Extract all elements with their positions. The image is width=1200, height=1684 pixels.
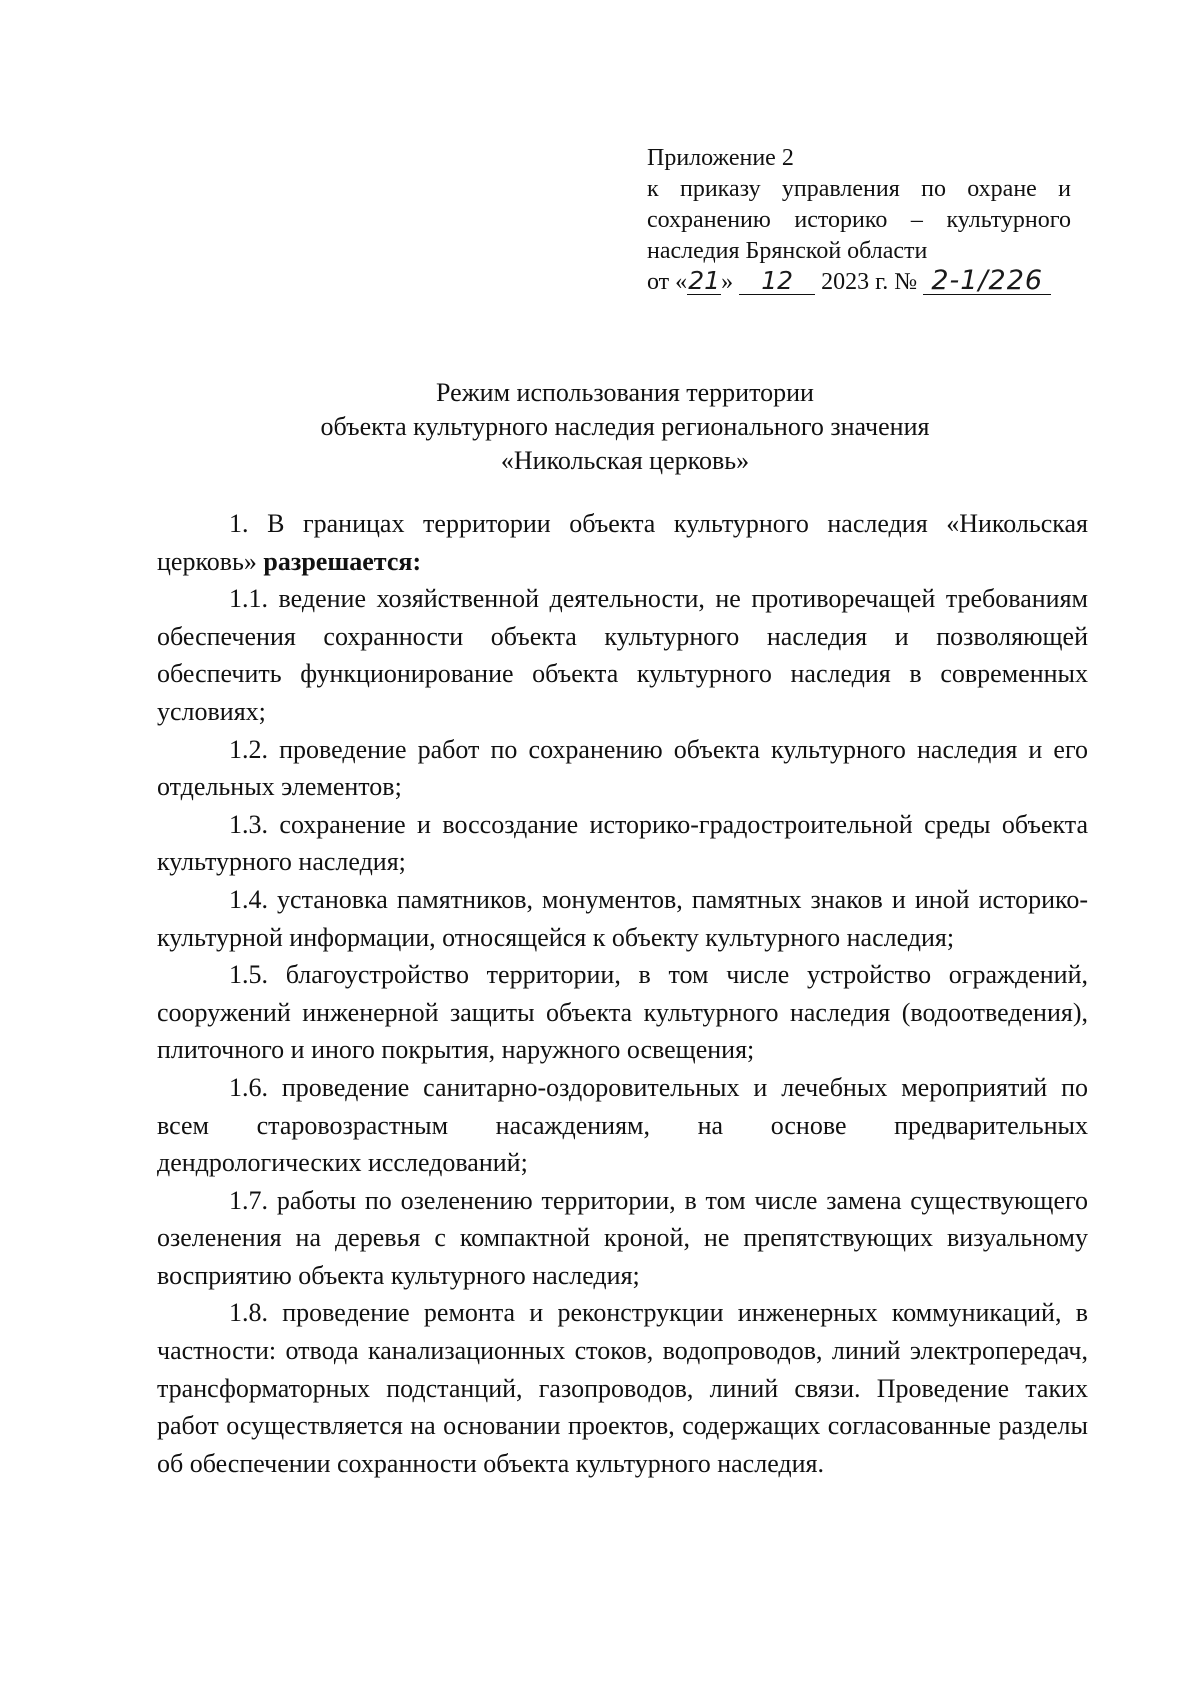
appendix-block [647, 143, 1071, 298]
appendix-title: Приложение 2 [647, 145, 794, 171]
list-item: 1.2. проведение работ по сохранению объекта культурного наследия и его отдельных элементов; [157, 734, 1088, 802]
list-item: 1.6. проведение санитарно-оздоровительных и лечебных мероприятий по всем старовозрастным насаждениям, на основе предварительных дендрологических исследований; [157, 1072, 1088, 1178]
list-item: 1.7. работы по озеленению территории, в том числе замена существующего озеленения на деревья с компактной кроной, не препятствующих визуальному восприятию объекта культурного наследия; [157, 1185, 1088, 1290]
list-item: 1.8. проведение ремонта и реконструкции инженерных коммуникаций, в частности: отвода канализационных стоков, водопроводов, линий электропередач, трансформаторных подстанций, газопроводов, линий связи. Проведение таких работ осуществляется на основании проектов, содержащих согласованные разделы об обеспечении сохранности объекта культурного наследия. [157, 1298, 1088, 1478]
document-title [150, 376, 1100, 478]
appendix-line: наследия Брянской области [647, 238, 928, 264]
list-item: 1.3. сохранение и воссоздание историко-градостроительной среды объекта культурного наследия; [157, 809, 1088, 877]
handwritten-order-number: 2-1/226 [923, 268, 1051, 295]
title-line: объекта культурного наследия регионального значения [320, 412, 930, 441]
intro-bold-text: разрешается: [263, 546, 422, 576]
intro-text: 1. В границах территории объекта культурного наследия «Никольская церковь» [157, 509, 1088, 576]
order-year: 2023 г. № [821, 269, 918, 295]
list-item: 1.5. благоустройство территории, в том числе устройство ограждений, сооружений инженерной защиты объекта культурного наследия (водоотведения), плиточного и иного покрытия, наружного освещения; [157, 960, 1088, 1065]
appendix-line: сохранению историко – культурного [647, 207, 1071, 233]
title-line: «Никольская церковь» [500, 446, 750, 475]
appendix-line: к приказу управления по охране и [647, 176, 1071, 202]
list-item: 1.1. ведение хозяйственной деятельности, не противоречащей требованиям обеспечения сохранности объекта культурного наследия и позволяющей обеспечить функционирование объекта культурного наследия в современных условиях; [157, 584, 1088, 726]
intro-paragraph [157, 505, 1088, 580]
handwritten-month: 12 [739, 268, 815, 295]
handwritten-day: 21 [688, 266, 721, 295]
title-line: Режим использования территории [436, 378, 814, 407]
date-prefix: от « [647, 269, 688, 295]
date-mid: » [721, 269, 734, 295]
document-body [157, 505, 1088, 1482]
list-item: 1.4. установка памятников, монументов, памятных знаков и иной историко-культурной информации, относящейся к объекту культурного наследия; [157, 884, 1088, 952]
order-date-line [647, 267, 1071, 298]
